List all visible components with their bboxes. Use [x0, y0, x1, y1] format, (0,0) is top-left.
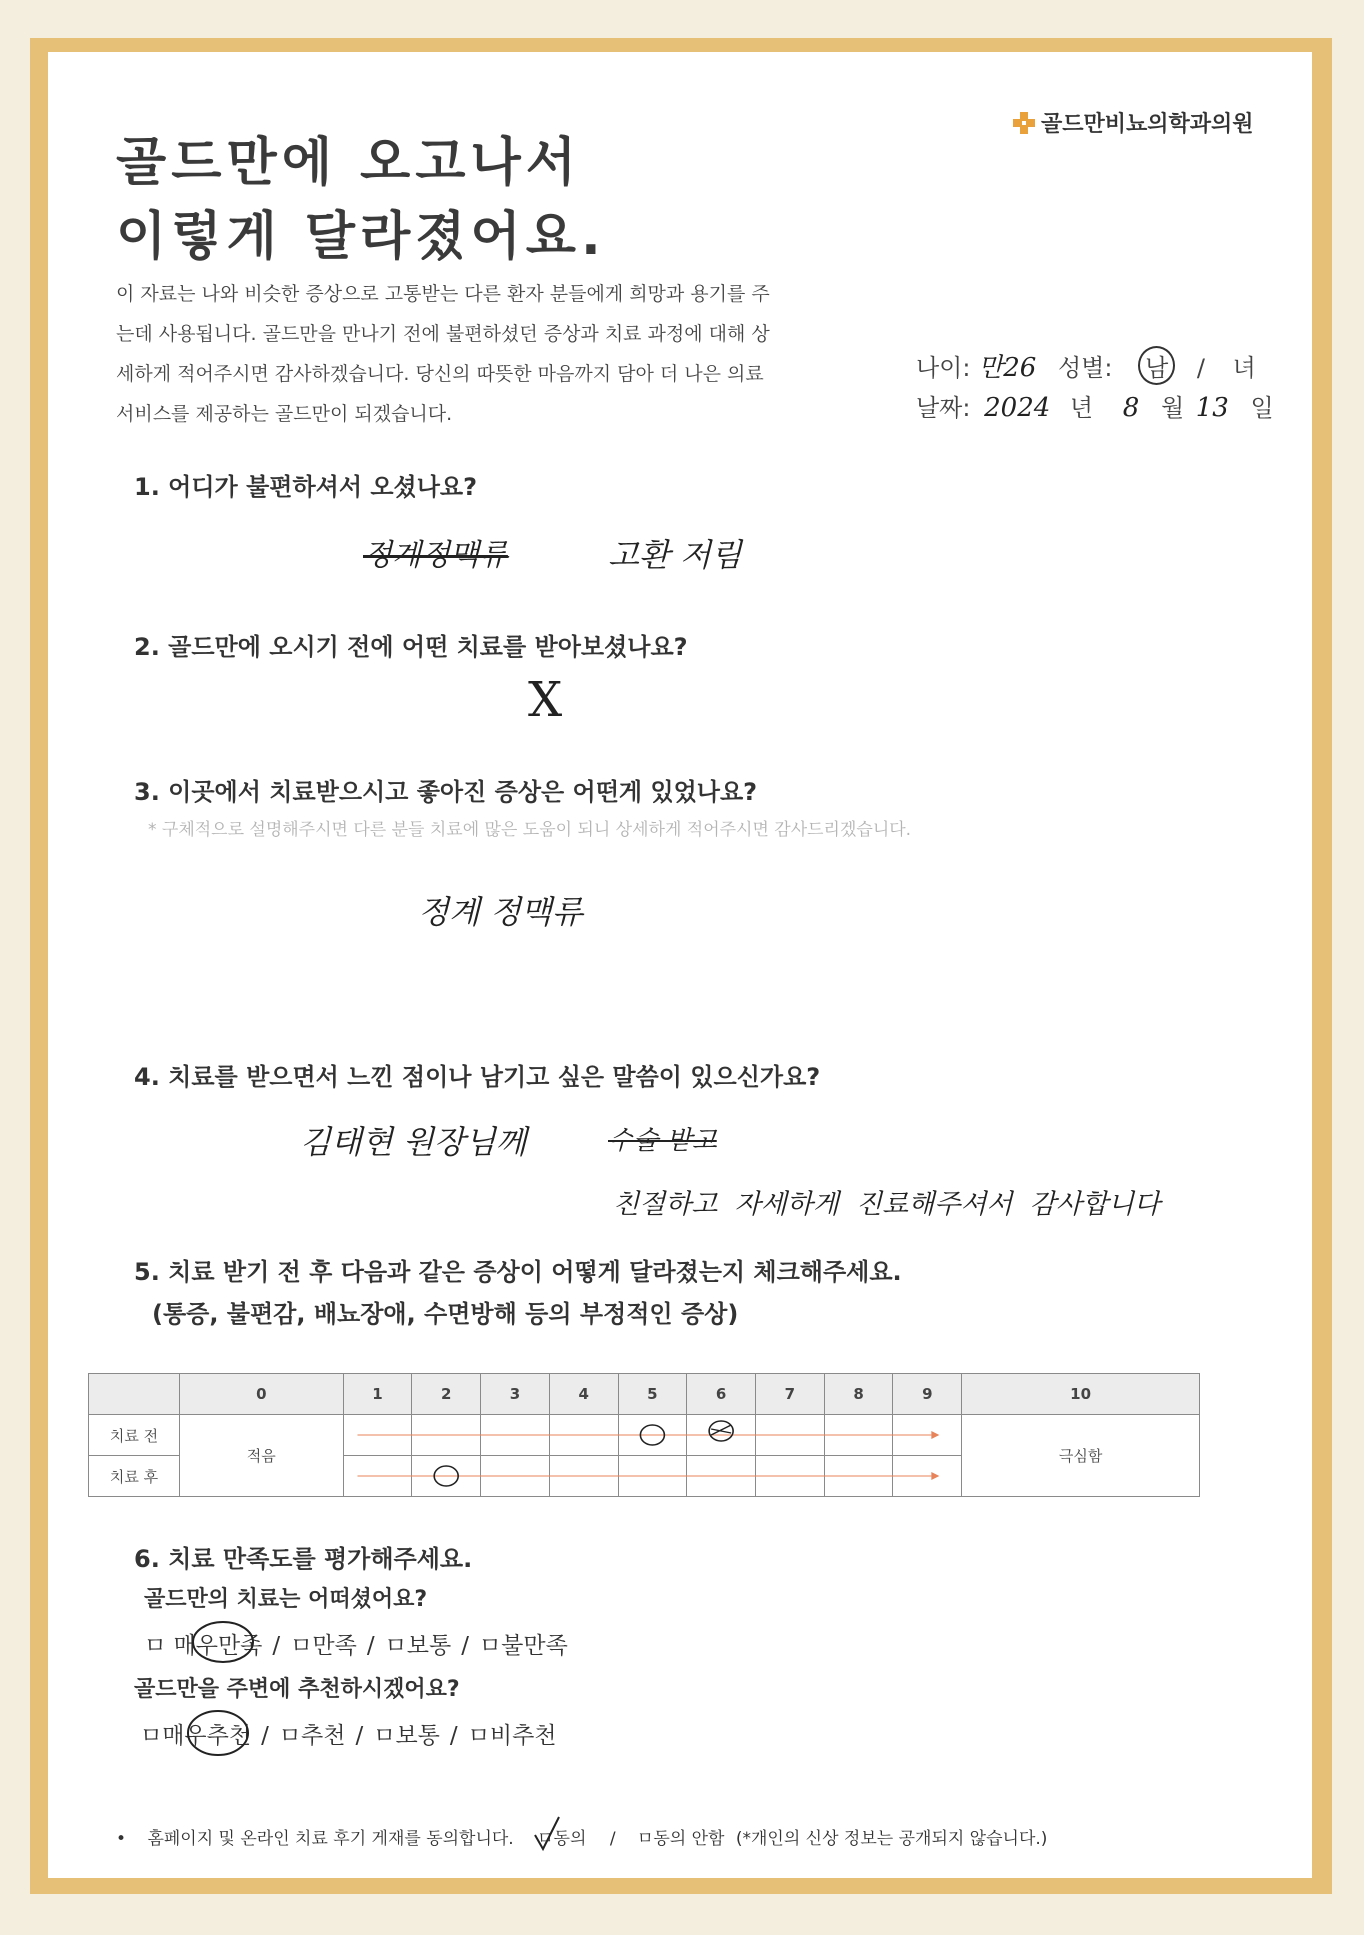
satisfaction-option[interactable]: ㅁ 매우만족 [144, 1633, 263, 1659]
scale-col-6: 6 [687, 1374, 756, 1415]
date-label: 날짜: [916, 394, 971, 422]
title-line-1: 골드만에 오고나서 [116, 133, 581, 193]
info-row-1 [916, 346, 1256, 385]
consent-disagree[interactable]: ㅁ동의 안함 [636, 1829, 725, 1849]
scale-corner-cell [89, 1374, 180, 1415]
recommend-option[interactable]: ㅁ보통 [373, 1723, 440, 1749]
sex-female: 녀 [1232, 354, 1256, 382]
sex-male: 남 [1138, 346, 1175, 385]
scale-before-row [89, 1415, 1200, 1456]
satisfaction-circle-mark [178, 1617, 281, 1667]
clinic-name: 골드만비뇨의학과의원 [1041, 112, 1254, 137]
satisfaction-option[interactable]: ㅁ만족 [290, 1633, 357, 1659]
consent-privacy-note: (*개인의 신상 정보는 공개되지 않습니다.) [735, 1829, 1048, 1849]
check-mark-icon [533, 1815, 563, 1853]
date-day-unit: 일 [1250, 394, 1274, 422]
scale-high-label: 극심함 [962, 1415, 1200, 1497]
consent-text: 홈페이지 및 온라인 치료 후기 게재를 동의합니다. [147, 1829, 514, 1849]
satisfaction-separator: / [461, 1633, 469, 1659]
age-label: 나이: [916, 354, 971, 382]
sex-label: 성별: [1057, 354, 1113, 382]
recommend-option[interactable]: ㅁ추천 [278, 1723, 346, 1749]
scale-col-10: 10 [962, 1374, 1200, 1415]
satisfaction-separator: / [366, 1633, 375, 1659]
question-2: 2. 골드만에 오시기 전에 어떤 치료를 받아보셨나요? [134, 633, 688, 661]
question-6: 6. 치료 만족도를 평가해주세요. [134, 1545, 473, 1573]
question-3: 3. 이곳에서 치료받으시고 좋아진 증상은 어떤게 있었나요? [134, 778, 758, 806]
scale-col-9: 9 [893, 1374, 962, 1415]
answer-2: X [528, 672, 563, 728]
scale-col-1: 1 [343, 1374, 412, 1415]
recommend-circle-mark [173, 1707, 273, 1762]
consent-separator: / [609, 1829, 616, 1849]
scale-col-3: 3 [481, 1374, 550, 1415]
question-6-sub-2: 골드만을 주변에 추천하시겠어요? [134, 1677, 460, 1702]
clinic-logo [1013, 107, 1254, 138]
date-year: 2024 [984, 393, 1051, 423]
age-value: 만26 [978, 353, 1037, 383]
question-3-note: * 구체적으로 설명해주시면 다른 분들 치료에 많은 도움이 되니 상세하게 적어주시면 감사드리겠습니다. [148, 820, 912, 840]
date-year-unit: 년 [1069, 394, 1094, 422]
answer-3: 정계 정맥류 [418, 893, 583, 931]
question-1: 1. 어디가 불편하셔서 오셨나요? [134, 473, 478, 501]
answer-1-struck: 정계정맥류 [363, 538, 508, 573]
scale-before-label: 치료 전 [89, 1415, 180, 1456]
scale-col-0: 0 [180, 1374, 344, 1415]
scale-col-8: 8 [824, 1374, 893, 1415]
answer-4-line-1: 김태현 원장님께 [300, 1123, 527, 1161]
date-month: 8 [1122, 393, 1140, 423]
info-row-2 [916, 388, 1274, 423]
recommend-separator: / [355, 1723, 364, 1749]
date-month-unit: 월 [1160, 394, 1185, 422]
satisfaction-option[interactable]: ㅁ불만족 [478, 1633, 568, 1659]
recommend-separator: / [449, 1723, 458, 1749]
answer-4-line-2: 친절하고 자세하게 진료해주셔서 감사합니다 [613, 1189, 1161, 1220]
satisfaction-option[interactable]: ㅁ보통 [384, 1633, 452, 1659]
consent-bullet: • [116, 1829, 127, 1849]
answer-4-struck: 수술 받고 [608, 1126, 717, 1156]
scale-after-label: 치료 후 [89, 1456, 180, 1497]
question-6-sub-1: 골드만의 치료는 어떠셨어요? [144, 1587, 428, 1612]
date-day: 13 [1195, 393, 1229, 423]
title-line-2: 이렇게 달라졌어요. [116, 207, 606, 267]
survey-form [48, 52, 1312, 1878]
question-5-sub: (통증, 불편감, 배뇨장애, 수면방해 등의 부정적인 증상) [152, 1300, 739, 1328]
scale-col-7: 7 [756, 1374, 825, 1415]
satisfaction-separator: / [272, 1633, 281, 1659]
sex-separator: / [1196, 354, 1205, 382]
symptom-scale-table [88, 1373, 1200, 1497]
question-5: 5. 치료 받기 전 후 다음과 같은 증상이 어떻게 달라졌는지 체크해주세요. [134, 1258, 902, 1286]
scale-col-5: 5 [618, 1374, 687, 1415]
scale-low-label: 적음 [180, 1415, 344, 1497]
question-4: 4. 치료를 받으면서 느낀 점이나 남기고 싶은 말씀이 있으신가요? [134, 1063, 821, 1091]
recommend-separator: / [261, 1723, 269, 1749]
intro-text: 이 자료는 나와 비슷한 증상으로 고통받는 다른 환자 분들에게 희망과 용기를 주는데 사용됩니다. 골드만을 만나기 전에 불편하셨던 증상과 치료 과정에 대해 상세하게 적어주시면 감사하겠습니다. 당신의 따뜻한 마음까지 담아 더 나은 의료서비스를 제공하는 골드만이 되겠습니다. [116, 283, 770, 425]
scale-col-4: 4 [549, 1374, 618, 1415]
recommend-option[interactable]: ㅁ비추천 [467, 1723, 557, 1749]
consent-agree-label: ㅁ동의 [537, 1829, 587, 1849]
cross-logo-icon [1013, 112, 1035, 134]
consent-agree[interactable] [537, 1829, 592, 1849]
consent-row [116, 1824, 1047, 1849]
scale-col-2: 2 [412, 1374, 481, 1415]
scale-header-row [89, 1374, 1200, 1415]
answer-1: 고환 저림 [608, 536, 742, 574]
recommend-option[interactable]: ㅁ매우추천 [140, 1723, 252, 1749]
